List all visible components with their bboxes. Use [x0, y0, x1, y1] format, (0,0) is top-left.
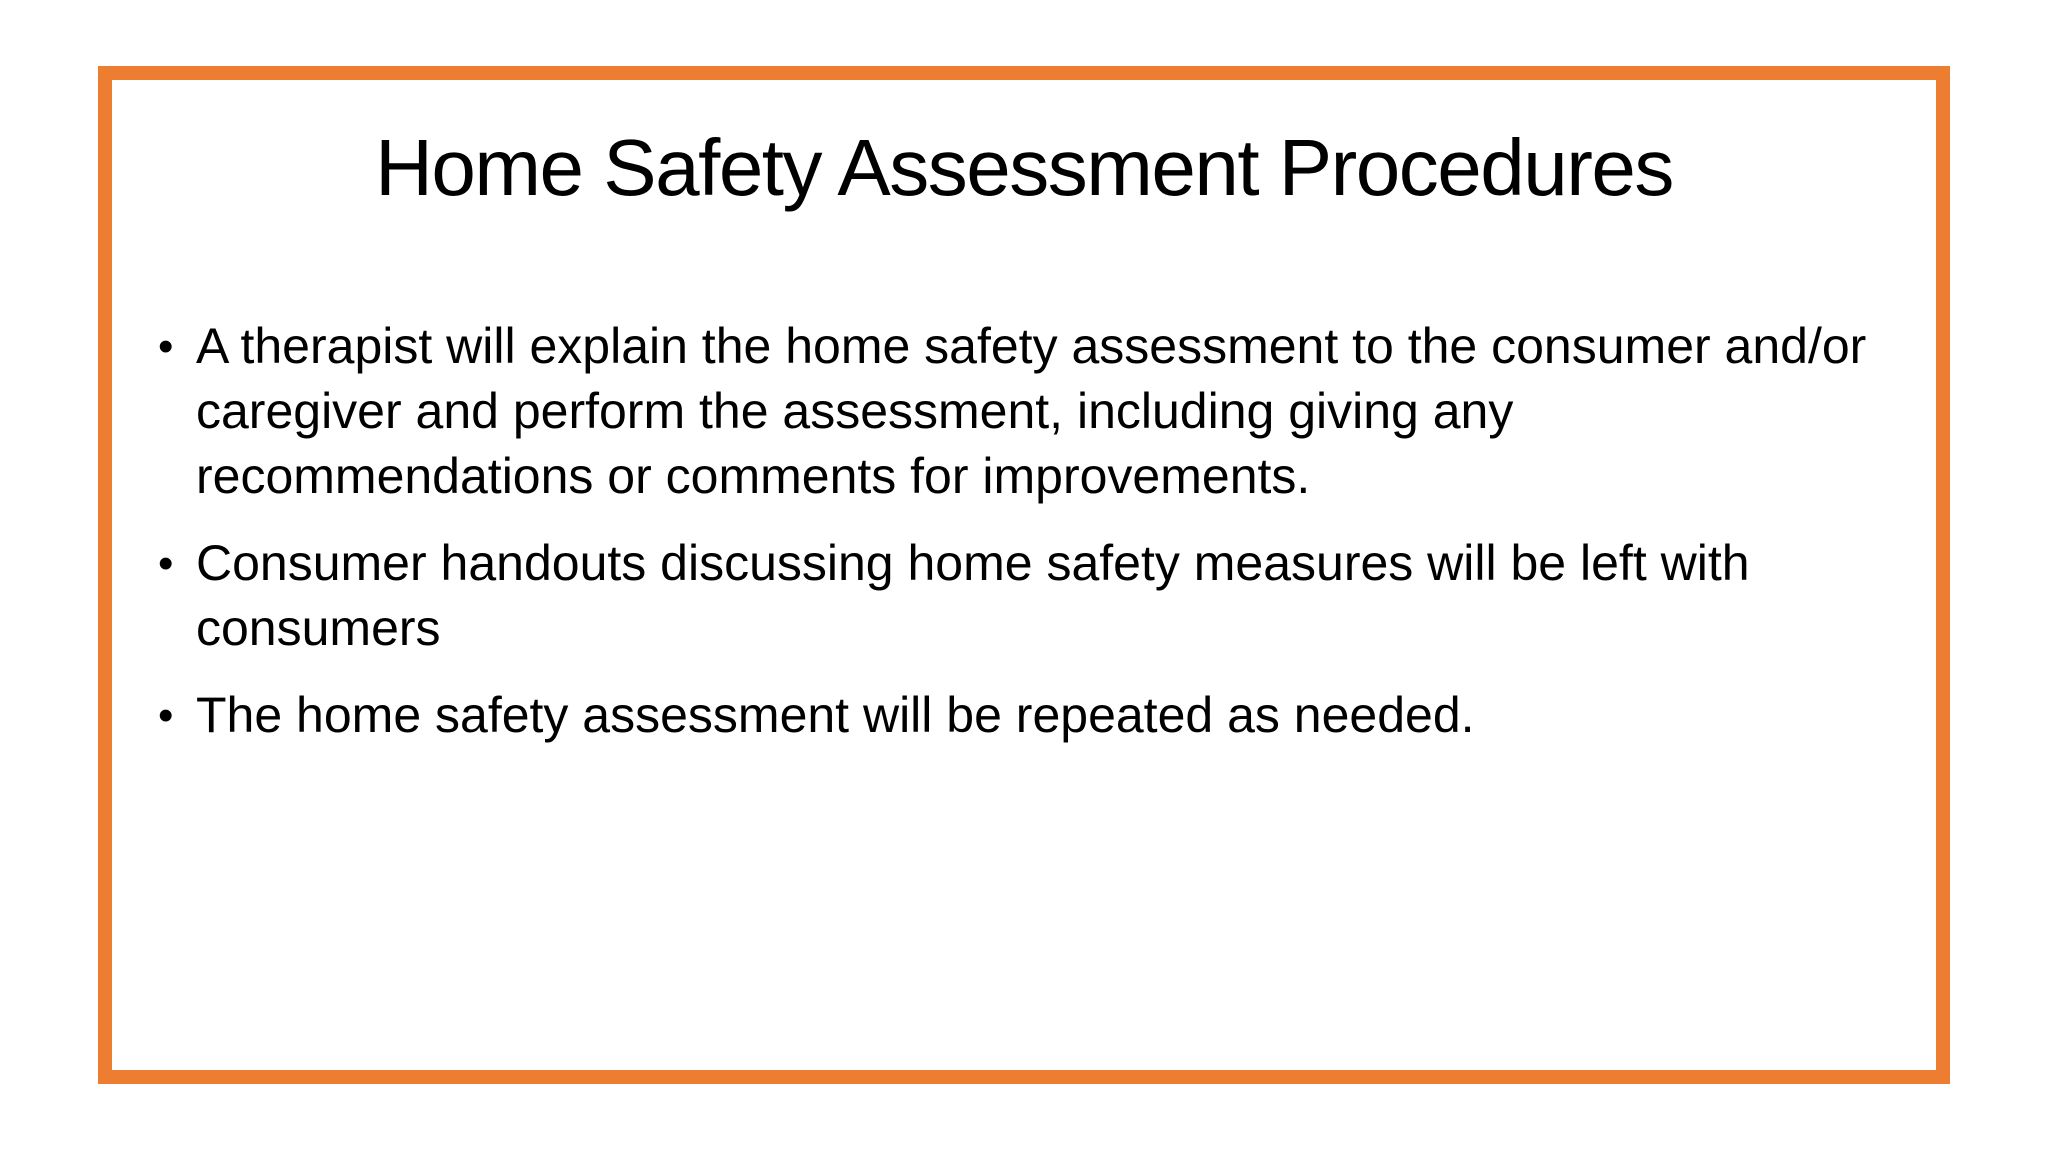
- bullet-item: [158, 683, 1908, 748]
- bullet-item: [158, 314, 1908, 509]
- bullet-dot-icon: •: [158, 322, 174, 371]
- bullet-text: The home safety assessment will be repeated as needed.: [196, 687, 1475, 743]
- bullet-item: [158, 531, 1908, 661]
- bullet-dot-icon: •: [158, 691, 174, 740]
- bullet-list: [158, 314, 1908, 770]
- slide-title: Home Safety Assessment Procedures: [375, 123, 1673, 212]
- bullet-text: Consumer handouts discussing home safety measures will be left with consumers: [196, 535, 1750, 656]
- bullet-text: A therapist will explain the home safety assessment to the consumer and/or caregiver and perform the assessment, including giving any recommendations or comments for improvements.: [196, 318, 1867, 504]
- bullet-dot-icon: •: [158, 539, 174, 588]
